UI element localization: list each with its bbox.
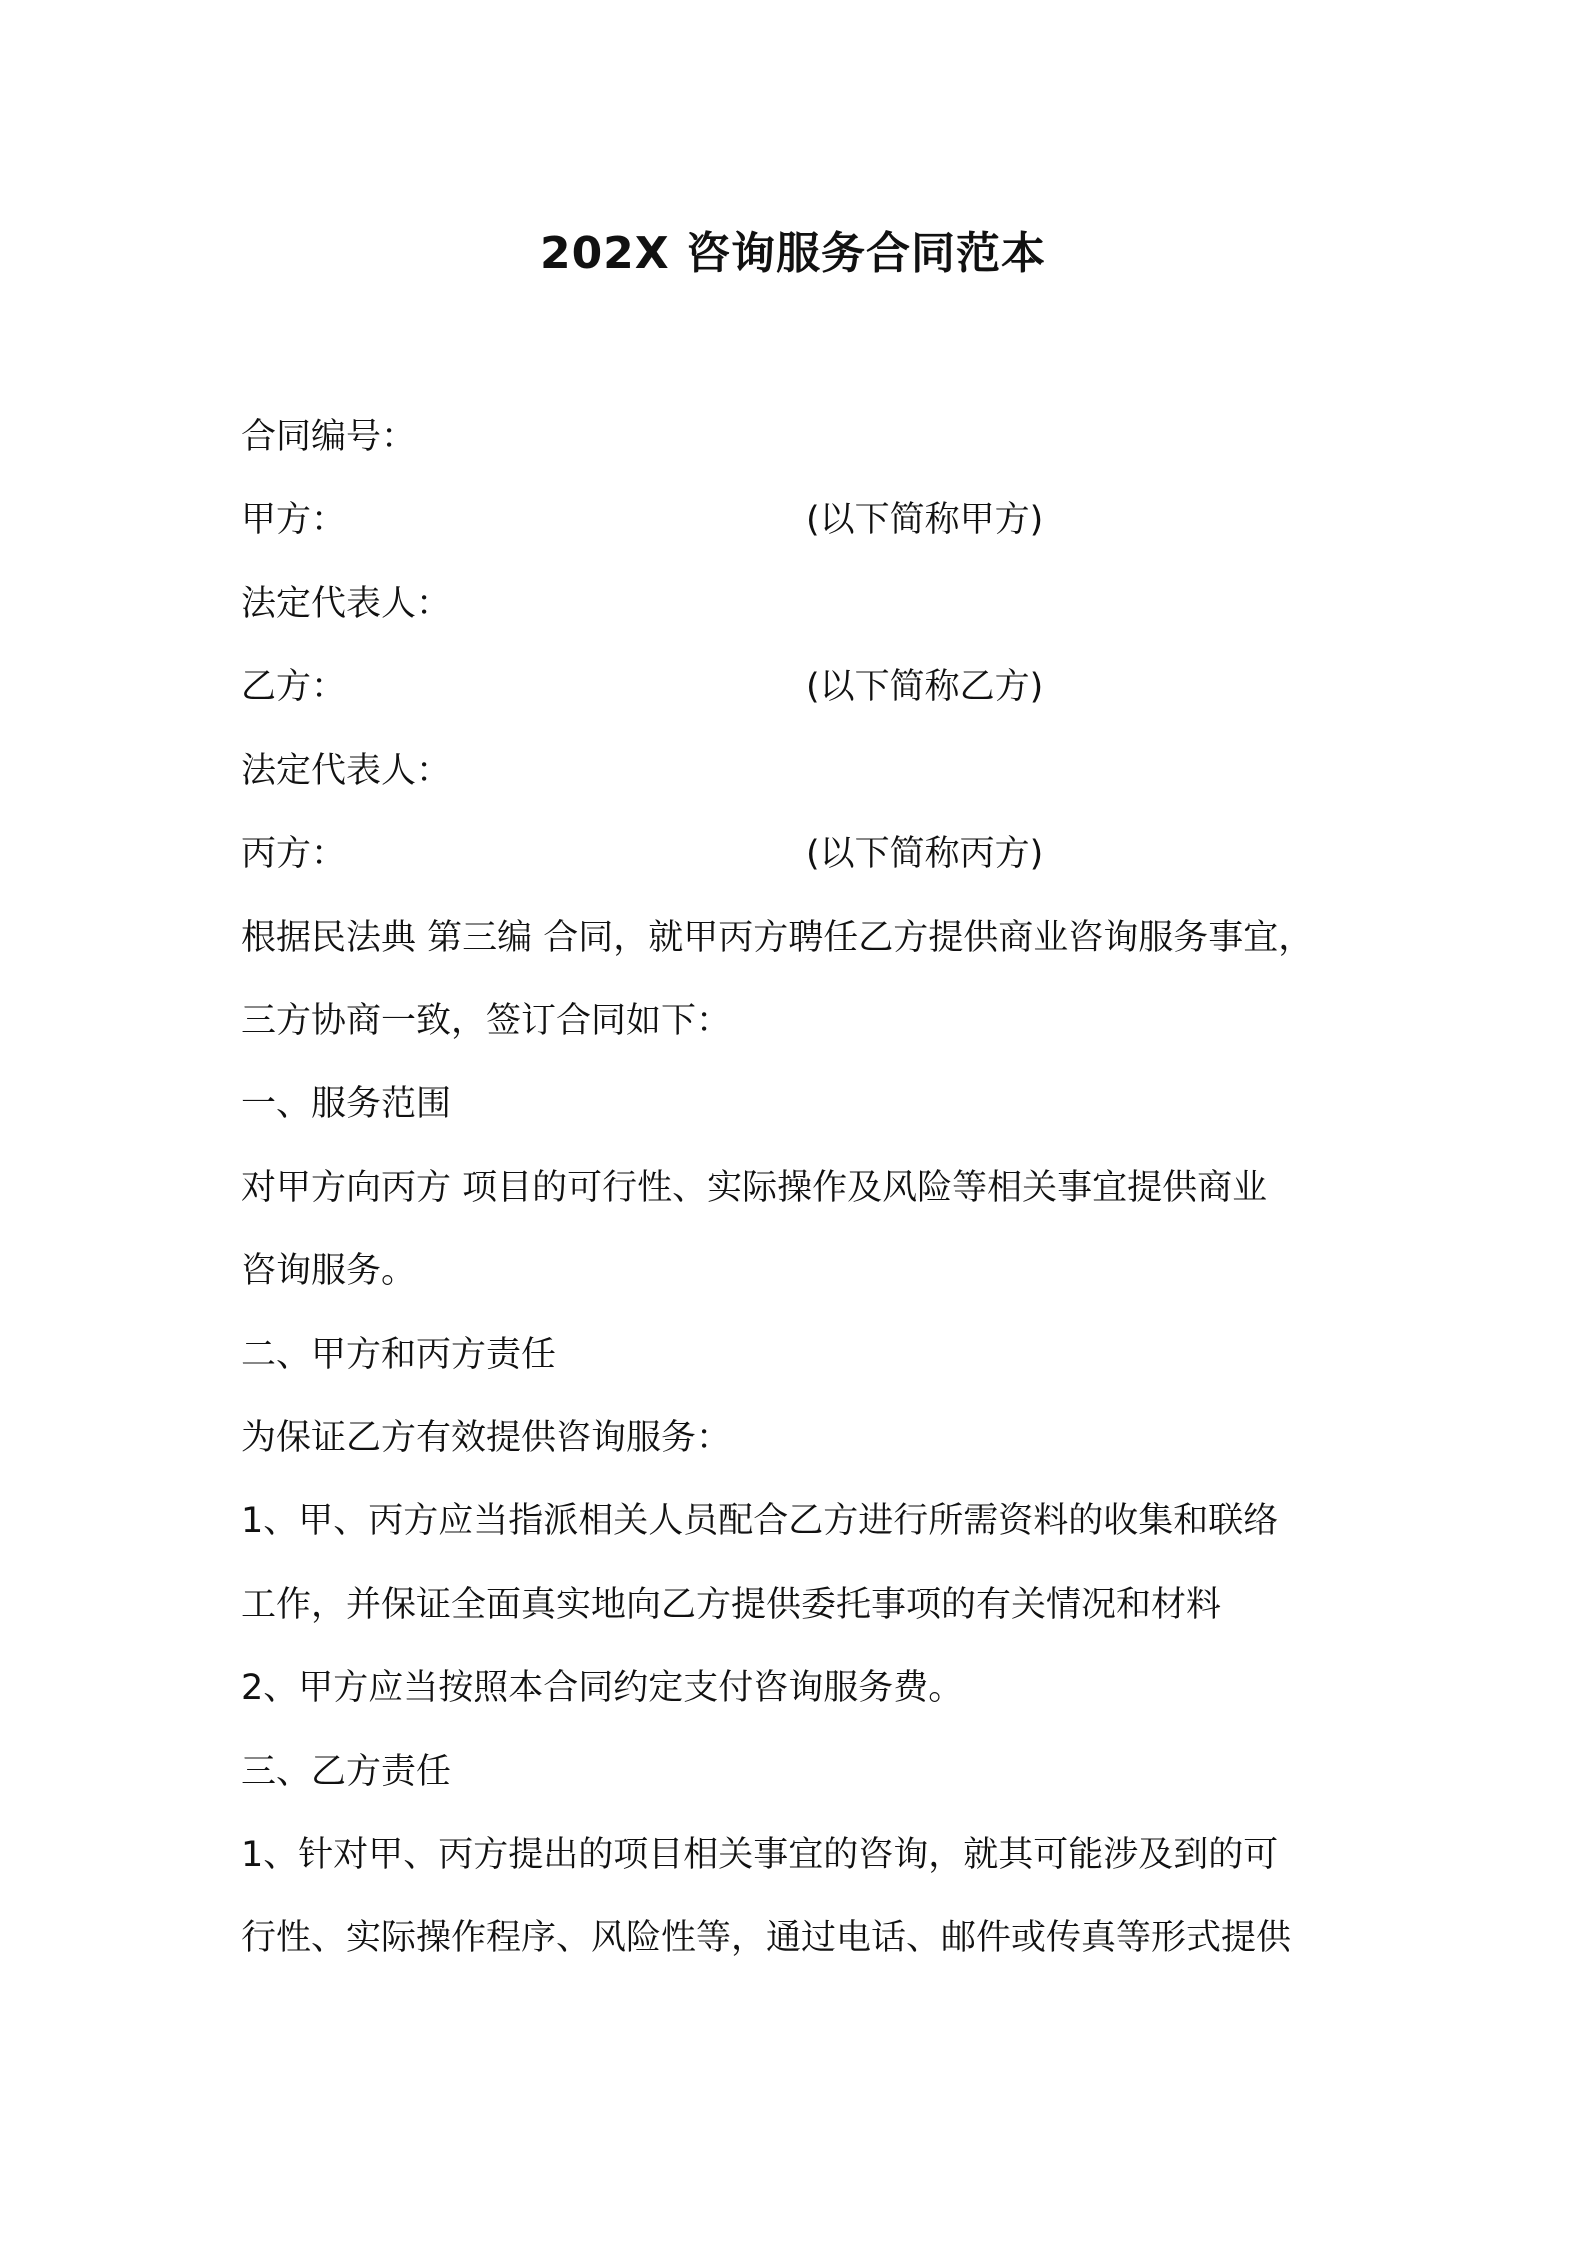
- section-1-line-2: 咨询服务。: [241, 1251, 417, 1291]
- party-b-label: 乙方：: [241, 667, 347, 707]
- section-1-heading: 一、服务范围: [241, 1084, 452, 1124]
- preamble-line-1: 根据民法典 第三编 合同，就甲丙方聘任乙方提供商业咨询服务事宜，: [241, 918, 1314, 958]
- section-2-line-4: 2、甲方应当按照本合同约定支付咨询服务费。: [241, 1668, 964, 1708]
- party-c-label: 丙方：: [241, 834, 347, 874]
- section-2-line-1: 为保证乙方有效提供咨询服务：: [241, 1418, 732, 1458]
- party-a-representative-label: 法定代表人：: [241, 584, 452, 624]
- section-2-heading: 二、甲方和丙方责任: [241, 1335, 557, 1375]
- party-a-label: 甲方：: [241, 500, 347, 540]
- party-a-row: [241, 490, 1381, 550]
- party-b-representative-label: 法定代表人：: [241, 751, 452, 791]
- party-c-row: [241, 824, 1381, 884]
- party-b-note: (以下简称乙方): [806, 667, 1044, 707]
- document-title: 202X 咨询服务合同范本: [539, 228, 1047, 279]
- party-a-note: (以下简称甲方): [806, 500, 1044, 540]
- section-2-line-2: 1、甲、丙方应当指派相关人员配合乙方进行所需资料的收集和联络: [241, 1501, 1279, 1541]
- section-3-line-2: 行性、实际操作程序、风险性等，通过电话、邮件或传真等形式提供: [241, 1918, 1292, 1958]
- section-3-heading: 三、乙方责任: [241, 1752, 452, 1792]
- section-2-line-3: 工作，并保证全面真实地向乙方提供委托事项的有关情况和材料: [241, 1585, 1222, 1625]
- section-1-line-1: 对甲方向丙方 项目的可行性、实际操作及风险等相关事宜提供商业: [241, 1168, 1268, 1208]
- contract-number-label: 合同编号：: [241, 417, 417, 457]
- party-c-note: (以下简称丙方): [806, 834, 1044, 874]
- section-3-line-1: 1、针对甲、丙方提出的项目相关事宜的咨询，就其可能涉及到的可: [241, 1835, 1279, 1875]
- preamble-line-2: 三方协商一致，签订合同如下：: [241, 1001, 732, 1041]
- party-b-row: [241, 657, 1381, 717]
